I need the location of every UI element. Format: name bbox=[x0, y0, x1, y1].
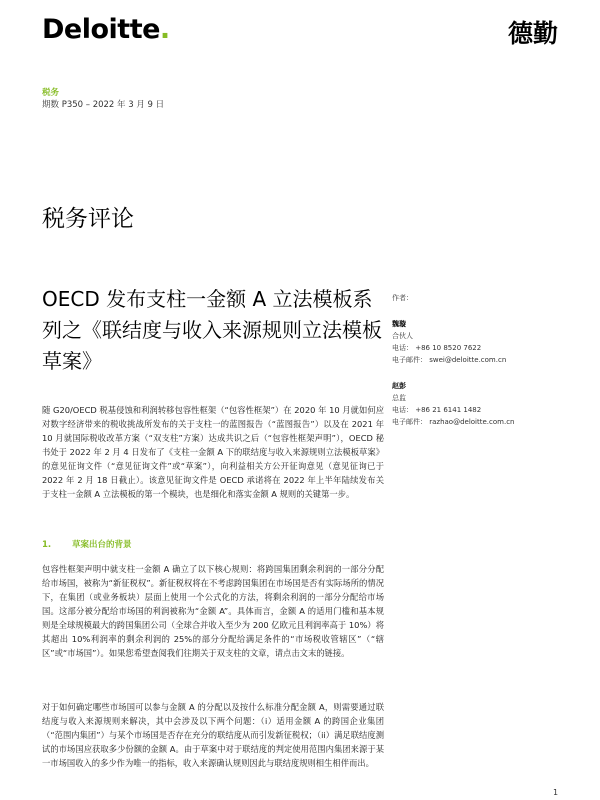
author-name: 赵彭 bbox=[392, 382, 406, 390]
author-card bbox=[392, 318, 572, 366]
body-paragraph: 对于如何确定哪些市场国可以参与金额 A 的分配以及按什么标准分配金额 A，则需要通过联结度与收入来源规则来解决，其中会涉及以下两个问题：（i）适用金额 A 的跨国企业集团（“范围内集团”）与某个市场国是否存在充分的联结度从而引发新征税权；（ii）满足联结度测试的市场国应获取多少份额的金额 A。由于草案中对于联结度的判定使用范围内集团来源于某一市场国收入的多少作为唯一的指标，收入来源确认规则因此与联结度规则相生相伴而出。 bbox=[42, 702, 384, 768]
logo-chinese: 德勤 bbox=[507, 19, 558, 48]
author-name: 魏璇 bbox=[392, 320, 406, 328]
intro-paragraph: 随 G20/OECD 税基侵蚀和利润转移包容性框架（“包容性框架”）在 2020 年 10 月就如何应对数字经济带来的税收挑战所发布的关于支柱一的蓝图报告（“蓝图报告”）以及在 2021 年 10 月就国际税收改革方案（“双支柱”方案）达成共识之后（“包容性框架声明”），OECD 秘书处于 2022 年 2 月 4 日发布了《支柱一金额 A 下的联结度与收入来源规则立法模板草案》的意见征询文件（“意见征询文件”或“草案”），向利益相关方公开征询意见（意见征询已于 2022 年 2 月 18 日截止）。该意见征询文件是 OECD 承诺将在 2022 年上半年陆续发布关于支柱一金额 A 立法模板的第一个模块，也是细化和落实金额 A 规则的关键第一步。 bbox=[42, 405, 384, 499]
author-email[interactable]: 电子邮件： razhao@deloitte.com.cn bbox=[392, 418, 515, 426]
section-number: 1. bbox=[42, 540, 52, 550]
author-email[interactable]: 电子邮件： swei@deloitte.com.cn bbox=[392, 356, 507, 364]
page-number: 1 bbox=[553, 788, 559, 797]
author-title: 合伙人 bbox=[392, 332, 413, 340]
author-title: 总监 bbox=[392, 394, 406, 402]
authors-label: 作者： bbox=[392, 294, 413, 302]
section-title: 税务评论 bbox=[42, 206, 134, 232]
category-label: 税务 bbox=[42, 88, 60, 98]
logo-text: Deloitte bbox=[42, 14, 160, 45]
issue-info: 期数 P350 – 2022 年 3 月 9 日 bbox=[42, 100, 165, 110]
section-heading-text: 草案出台的背景 bbox=[72, 540, 132, 550]
author-sidebar bbox=[392, 292, 572, 442]
deloitte-logo bbox=[42, 14, 170, 45]
body-paragraph: 包容性框架声明中就支柱一金额 A 确立了以下核心规则：将跨国集团剩余利润的一部分分配给市场国，被称为“新征税权”。新征税权将在不考虑跨国集团在市场国是否有实际场所的情况下，在集团（或业务板块）层面上使用一个公式化的方法，将剩余利润的一部分分配给市场国。这部分被分配给市场国的利润被称为“金额 A”。具体而言，金额 A 的适用门槛和基本规则是全球规模最大的跨国集团公司（全球合并收入至少为 200 亿欧元且利润率高于 10%）将其超出 10%利润率的剩余利润的 25%的部分分配给满足条件的“市场税收管辖区”（“辖区”或“市场国”）。如果您希望查阅我们往期关于双支柱的文章，请点击文末的链接。 bbox=[42, 564, 384, 658]
section-heading bbox=[42, 538, 132, 550]
logo-dot: . bbox=[159, 14, 170, 45]
author-card bbox=[392, 380, 572, 428]
article-headline: OECD 发布支柱一金额 A 立法模板系列之《联结度与收入来源规则立法模板草案》 bbox=[42, 287, 382, 373]
author-phone: 电话： +86 21 6141 1482 bbox=[392, 406, 482, 414]
author-phone: 电话： +86 10 8520 7622 bbox=[392, 344, 482, 352]
